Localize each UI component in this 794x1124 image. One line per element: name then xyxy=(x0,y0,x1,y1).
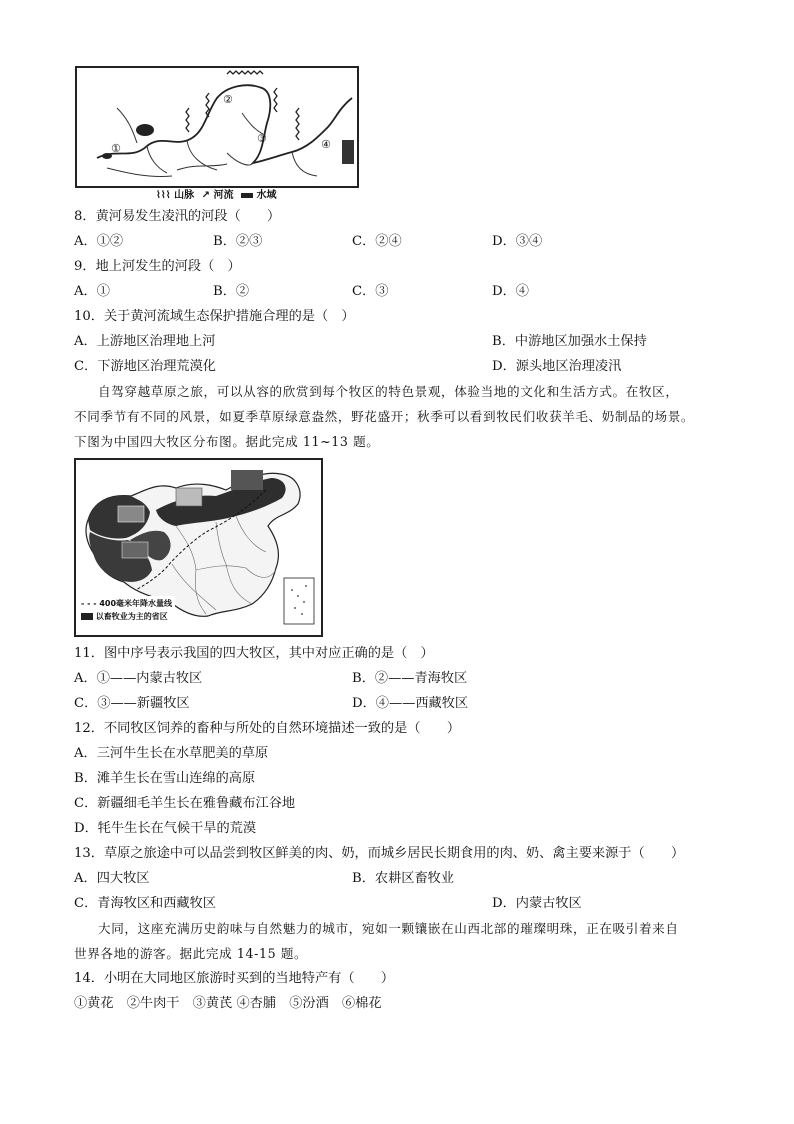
legend-mountain: 山脉 xyxy=(174,190,195,201)
q10-option-a[interactable]: A．上游地区治理地上河 xyxy=(74,334,216,349)
lake-shape xyxy=(136,124,154,136)
q9-option-d[interactable]: D．④ xyxy=(492,284,529,299)
animal-photo-sheep xyxy=(176,488,202,506)
q8-option-d[interactable]: D．③④ xyxy=(492,234,543,249)
animal-photo-horse xyxy=(231,470,263,490)
mountain-symbol xyxy=(186,108,189,132)
q8-option-b[interactable]: B．②③ xyxy=(213,234,263,249)
q12-option-b[interactable]: B．滩羊生长在雪山连绵的高原 xyxy=(74,771,256,786)
dashed-line-icon: - - - xyxy=(81,599,97,608)
map-legend xyxy=(156,186,276,201)
q13-option-d[interactable]: D．内蒙古牧区 xyxy=(492,896,582,911)
passage2-line-2: 世界各地的游客。据此完成 14-15 题。 xyxy=(74,946,308,961)
yellow-river-map xyxy=(75,66,359,188)
q12-option-c[interactable]: C．新疆细毛羊生长在雅鲁藏布江谷地 xyxy=(74,796,296,811)
mountain-legend-icon: ⌇⌇⌇ xyxy=(156,190,171,201)
q8-option-a[interactable]: A．①② xyxy=(74,234,124,249)
pastoral-map-legend xyxy=(78,596,175,624)
legend-water: 水域 xyxy=(256,190,277,201)
q11-option-a[interactable]: A．①——内蒙古牧区 xyxy=(74,671,203,686)
legend-pastoral-provinces: 以畜牧业为主的省区 xyxy=(95,612,168,621)
q9-stem: 9．地上河发生的河段（ ） xyxy=(74,259,241,274)
passage2-line-1: 大同，这座充满历史韵味与自然魅力的城市，宛如一颗镶嵌在山西北部的璀璨明珠，正在吸引着来自 xyxy=(98,921,679,936)
q12-stem: 12．不同牧区饲养的畜种与所处的自然环境描述一致的是（ ） xyxy=(74,721,461,736)
marker-3: ③ xyxy=(257,132,267,145)
legend-river: 河流 xyxy=(213,190,234,201)
marker-4: ④ xyxy=(321,138,331,151)
mountain-symbol xyxy=(296,108,299,140)
q10-option-b[interactable]: B．中游地区加强水土保持 xyxy=(492,334,647,349)
q13-option-a[interactable]: A．四大牧区 xyxy=(74,871,150,886)
legend-row-pastoral xyxy=(81,610,172,623)
animal-photo-xinjiang xyxy=(118,506,144,522)
china-pastoral-map xyxy=(74,458,323,637)
q10-option-d[interactable]: D．源头地区治理凌汛 xyxy=(492,359,622,374)
passage1-line-2: 不同季节有不同的风景，如夏季草原绿意盎然，野花盛开；秋季可以看到牧民们收获羊毛、奶制品的场景。 xyxy=(74,409,695,424)
q9-option-b[interactable]: B．② xyxy=(213,284,250,299)
q9-option-a[interactable]: A．① xyxy=(74,284,110,299)
dark-fill-icon xyxy=(81,613,93,620)
south-china-sea-inset xyxy=(284,578,314,624)
marker-2: ② xyxy=(223,93,233,106)
q14-stem: 14．小明在大同地区旅游时买到的当地特产有（ ） xyxy=(74,971,395,986)
q8-option-c[interactable]: C．②④ xyxy=(352,234,402,249)
q12-option-d[interactable]: D．牦牛生长在气候干旱的荒漠 xyxy=(74,821,257,836)
mountain-symbol xyxy=(227,71,263,74)
passage1-line-3: 下图为中国四大牧区分布图。据此完成 11~13 题。 xyxy=(74,434,380,449)
mountain-symbol xyxy=(274,88,277,112)
animal-photo-yak xyxy=(122,542,148,558)
marker-1: ① xyxy=(111,142,121,155)
q11-option-c[interactable]: C．③——新疆牧区 xyxy=(74,696,190,711)
q14-items: ①黄花 ②牛肉干 ③黄芪 ④杏脯 ⑤汾酒 ⑥棉花 xyxy=(74,996,382,1011)
q9-option-c[interactable]: C．③ xyxy=(352,284,389,299)
q13-stem: 13．草原之旅途中可以品尝到牧区鲜美的肉、奶，而城乡居民长期食用的肉、奶、禽主要来源于（ ） xyxy=(74,846,685,861)
q11-stem: 11．图中序号表示我国的四大牧区，其中对应正确的是（ ） xyxy=(74,646,434,661)
q8-stem: 8．黄河易发生凌汛的河段（ ） xyxy=(74,209,281,224)
q12-option-a[interactable]: A．三河牛生长在水草肥美的草原 xyxy=(74,746,269,761)
q10-stem: 10．关于黄河流域生态保护措施合理的是（ ） xyxy=(74,309,355,324)
passage1-line-1: 自驾穿越草原之旅，可以从容的欣赏到每个牧区的特色景观，体验当地的文化和生活方式。在牧区， xyxy=(98,384,679,399)
river-legend-icon: ↗ xyxy=(201,190,211,201)
q13-option-c[interactable]: C．青海牧区和西藏牧区 xyxy=(74,896,216,911)
q13-option-b[interactable]: B．农耕区畜牧业 xyxy=(352,871,455,886)
sea-shape xyxy=(342,140,354,164)
legend-row-precipitation xyxy=(81,597,172,610)
q10-option-c[interactable]: C．下游地区治理荒漠化 xyxy=(74,359,216,374)
legend-precipitation-line: 400毫米年降水量线 xyxy=(99,599,173,608)
q11-option-b[interactable]: B．②——青海牧区 xyxy=(352,671,468,686)
q11-option-d[interactable]: D．④——西藏牧区 xyxy=(352,696,469,711)
yellow-river-map-drawing xyxy=(77,68,357,186)
water-legend-icon xyxy=(241,193,253,198)
